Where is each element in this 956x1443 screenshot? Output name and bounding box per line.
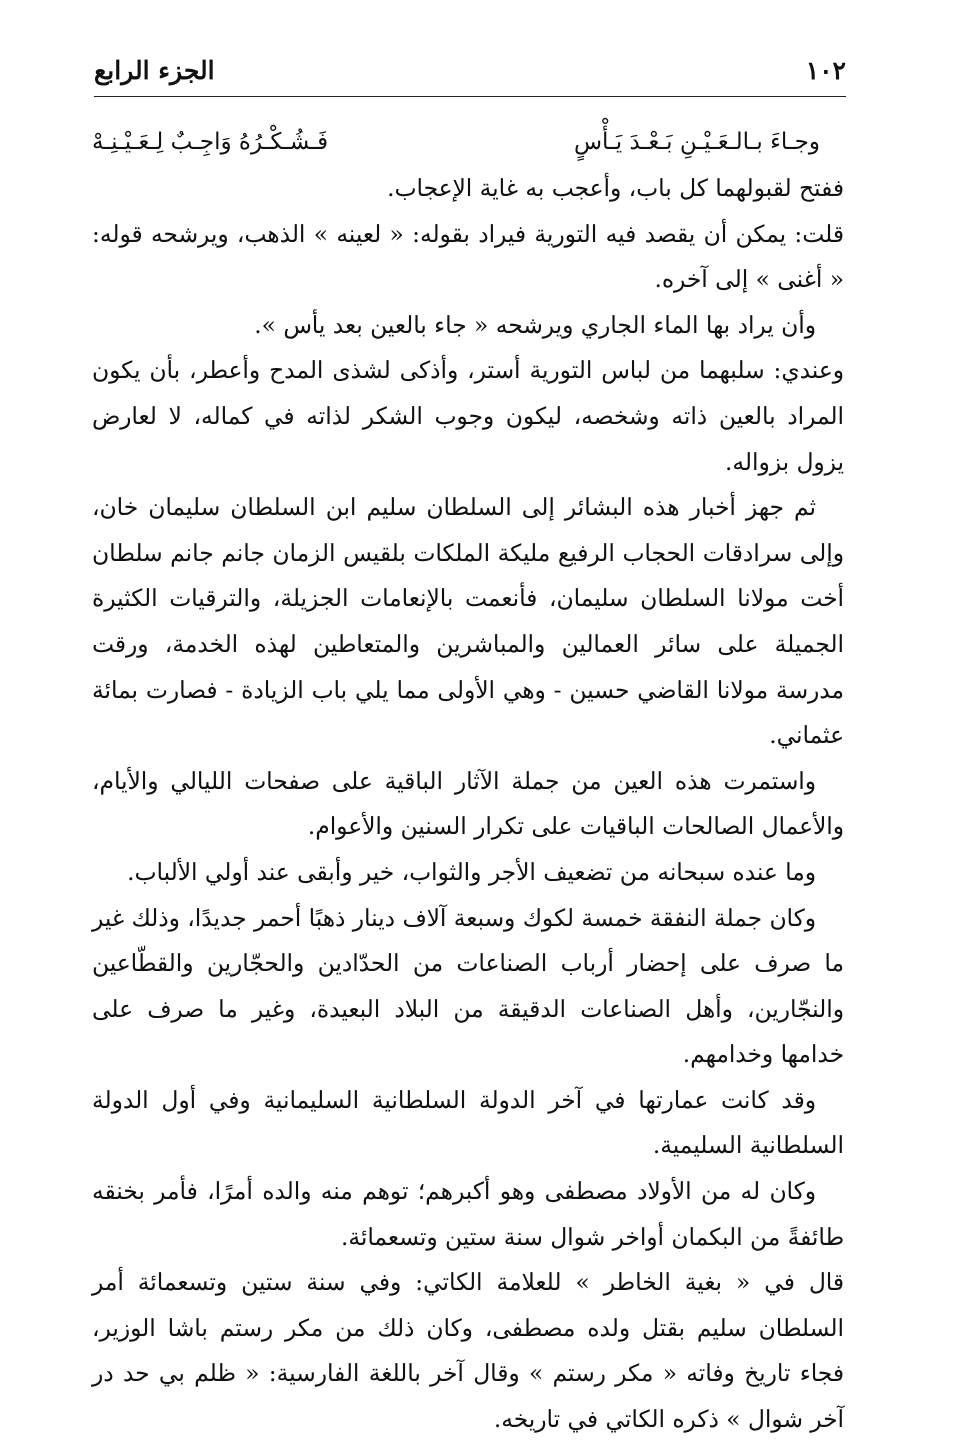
- paragraph: وما عنده سبحانه من تضعيف الأجر والثواب، خير وأبقى عند أولي الألباب.: [127, 858, 816, 886]
- paragraph: وقد كانت عمارتها في آخر الدولة السلطانية السليمانية وفي أول الدولة السلطانية السليمية.: [92, 1086, 844, 1160]
- verse-first-hemistich: وجـاءَ بـالـعَـيْـنِ بَـعْـدَ يَـأْسٍ: [573, 129, 820, 155]
- paragraph: قلت: يمكن أن يقصد فيه التورية فيراد بقوله: « لعينه » الذهب، ويرشحه قوله: « أغنى » إلى آخره.: [92, 220, 844, 294]
- page-body: [92, 118, 844, 1443]
- paragraph: وكان جملة النفقة خمسة لكوك وسبعة آلاف دينار ذهبًا أحمر جديدًا، وذلك غير ما صرف على إحضار أرباب الصناعات من الحدّادين والحجّارين والقطّاعين والنجّارين، وأهل الصناعات الدقيقة من البلاد البعيدة، وغير ما صرف على خدامها وخدامهم.: [92, 904, 844, 1069]
- paragraph: وكان له من الأولاد مصطفى وهو أكبرهم؛ توهم منه والده أمرًا، فأمر بخنقه طائفةً من البكمان أواخر شوال سنة ستين وتسعمائة.: [92, 1178, 844, 1251]
- paragraph: وأن يراد بها الماء الجاري ويرشحه « جاء بالعين بعد يأس ».: [254, 311, 816, 339]
- paragraph: واستمرت هذه العين من جملة الآثار الباقية على صفحات الليالي والأيام، والأعمال الصالحات الباقيات على تكرار السنين والأعوام.: [92, 767, 844, 841]
- paragraph: ثم جهز أخبار هذه البشائر إلى السلطان سليم ابن السلطان سليمان خان، وإلى سرادقات الحجاب الرفيع مليكة الملكات بلقيس الزمان جانم جانم سلطان أخت مولانا السلطان سليمان، فأنعمت بالإنعامات الجزيلة، والترقيات الكثيرة الجميلة على سائر العمالين والمباشرين والمتعاطين لهذه الخدمة، ورقت مدرسة مولانا القاضي حسين - وهي الأولى مما يلي باب الزيادة - فصارت بمائة عثماني.: [92, 494, 844, 750]
- paragraph: وعندي: سلبهما من لباس التورية أستر، وأذكى لشذى المدح وأعطر، بأن يكون المراد بالعين ذاته وشخصه، ليكون وجوب الشكر لذاته في كماله، لا لعارض يزول بزواله.: [92, 357, 844, 476]
- page-header: [94, 50, 846, 97]
- paragraph: قال في « بغية الخاطر » للعلامة الكاتي: وفي سنة ستين وتسعمائة أمر السلطان سليم بقتل ولده مصطفى، وكان ذلك من مكر رستم باشا الوزير، فجاء تاريخ وفاته « مكر رستم » وقال آخر باللغة الفارسية: « ظلم بي حد در آخر شوال » ذكره الكاتي في تاريخه.: [92, 1269, 844, 1434]
- page-number: ١٠٢: [805, 56, 846, 85]
- poem-verse: [92, 118, 844, 166]
- paragraph: ففتح لقبولهما كل باب، وأعجب به غاية الإعجاب.: [387, 175, 844, 202]
- running-title: الجزء الرابع: [94, 56, 215, 85]
- verse-second-hemistich: فَـشُـكْـرُهُ وَاجِـبٌ لِـعَـيْـنِـهْ: [92, 129, 329, 155]
